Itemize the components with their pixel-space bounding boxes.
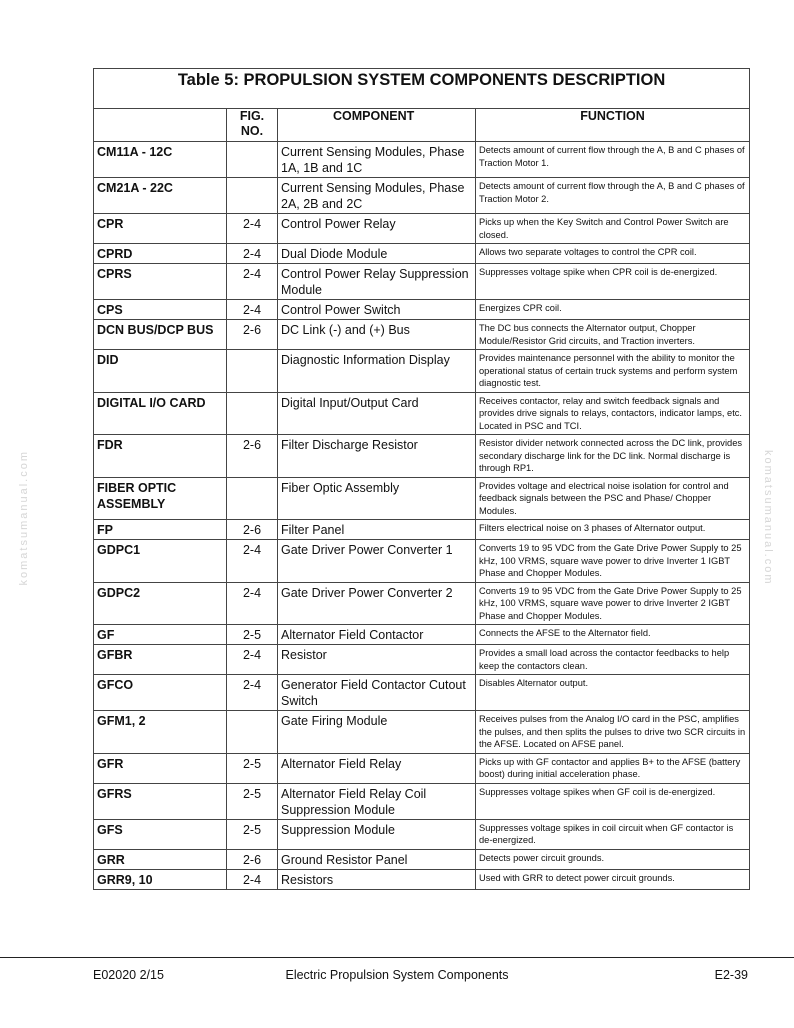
cell-code: CPS	[94, 300, 227, 320]
cell-component: Filter Panel	[278, 520, 476, 540]
table-row	[94, 540, 750, 583]
cell-function: Detects power circuit grounds.	[476, 849, 750, 869]
cell-function: Connects the AFSE to the Alternator field.	[476, 625, 750, 645]
cell-component: Alternator Field Relay	[278, 753, 476, 783]
table-row	[94, 392, 750, 435]
watermark-right: komatsumanual.com	[762, 450, 774, 586]
cell-component: Control Power Relay	[278, 214, 476, 244]
cell-code: GFBR	[94, 645, 227, 675]
cell-component: Control Power Relay Suppression Module	[278, 264, 476, 300]
cell-component: Fiber Optic Assembly	[278, 477, 476, 520]
header-fig-no	[227, 109, 278, 142]
cell-fig-no: 2-5	[227, 625, 278, 645]
cell-code: GF	[94, 625, 227, 645]
cell-component: Current Sensing Modules, Phase 2A, 2B and 2C	[278, 178, 476, 214]
footer-section-title: Electric Propulsion System Components	[285, 968, 509, 982]
cell-component: Ground Resistor Panel	[278, 849, 476, 869]
cell-code: CPRS	[94, 264, 227, 300]
cell-fig-no: 2-6	[227, 520, 278, 540]
cell-function: Provides voltage and electrical noise isolation for control and feedback signals between the PSC and Phase/ Chopper Modules.	[476, 477, 750, 520]
table-row	[94, 477, 750, 520]
table-row	[94, 753, 750, 783]
cell-function: Converts 19 to 95 VDC from the Gate Drive Power Supply to 25 kHz, 100 VRMS, square wave power to drive Inverter 1 IGBT Phase and Chopper Modules.	[476, 540, 750, 583]
header-fig-line2: NO.	[240, 124, 264, 138]
components-table	[93, 68, 750, 890]
table-body	[94, 142, 750, 890]
cell-component: Control Power Switch	[278, 300, 476, 320]
cell-function: Provides maintenance personnel with the ability to monitor the operational status of certain truck systems and perform system diagnostic test.	[476, 350, 750, 393]
cell-component: Alternator Field Relay Coil Suppression Module	[278, 783, 476, 819]
cell-fig-no: 2-4	[227, 675, 278, 711]
cell-function: Suppresses voltage spike when CPR coil is de-energized.	[476, 264, 750, 300]
cell-function: Resistor divider network connected across the DC link, provides secondary discharge link for the DC link. Normal discharge is through RP1.	[476, 435, 750, 478]
cell-code: GFM1, 2	[94, 711, 227, 754]
cell-fig-no	[227, 178, 278, 214]
cell-code: GDPC2	[94, 582, 227, 625]
cell-code: GDPC1	[94, 540, 227, 583]
cell-function: Picks up with GF contactor and applies B+ to the AFSE (battery boost) during initial acceleration phase.	[476, 753, 750, 783]
cell-fig-no	[227, 711, 278, 754]
table-row	[94, 435, 750, 478]
table-row	[94, 645, 750, 675]
table-row	[94, 214, 750, 244]
cell-function: Suppresses voltage spikes when GF coil is de-energized.	[476, 783, 750, 819]
cell-code: DID	[94, 350, 227, 393]
table-row	[94, 244, 750, 264]
cell-fig-no: 2-6	[227, 435, 278, 478]
header-code	[94, 109, 227, 142]
table-row	[94, 783, 750, 819]
cell-function: Receives contactor, relay and switch feedback signals and provides drive signals to relays, contactors, indicator lamps, etc. Located in PSC and TCI.	[476, 392, 750, 435]
cell-component: Gate Driver Power Converter 2	[278, 582, 476, 625]
cell-component: Gate Driver Power Converter 1	[278, 540, 476, 583]
cell-fig-no: 2-4	[227, 214, 278, 244]
cell-code: CPRD	[94, 244, 227, 264]
cell-fig-no	[227, 392, 278, 435]
cell-component: Resistors	[278, 869, 476, 889]
footer-doc-id: E02020 2/15	[93, 968, 164, 982]
cell-fig-no	[227, 142, 278, 178]
cell-fig-no	[227, 350, 278, 393]
cell-component: Dual Diode Module	[278, 244, 476, 264]
table-row	[94, 264, 750, 300]
table-row	[94, 520, 750, 540]
table-row	[94, 320, 750, 350]
cell-code: CPR	[94, 214, 227, 244]
cell-fig-no: 2-6	[227, 320, 278, 350]
cell-fig-no: 2-4	[227, 264, 278, 300]
cell-code: GFR	[94, 753, 227, 783]
cell-fig-no: 2-4	[227, 540, 278, 583]
cell-component: Generator Field Contactor Cutout Switch	[278, 675, 476, 711]
cell-fig-no: 2-5	[227, 753, 278, 783]
cell-fig-no	[227, 477, 278, 520]
cell-function: Filters electrical noise on 3 phases of Alternator output.	[476, 520, 750, 540]
cell-function: Allows two separate voltages to control the CPR coil.	[476, 244, 750, 264]
cell-function: Picks up when the Key Switch and Control Power Switch are closed.	[476, 214, 750, 244]
cell-fig-no: 2-4	[227, 869, 278, 889]
table-header-row	[94, 109, 750, 142]
table-row	[94, 142, 750, 178]
cell-fig-no: 2-4	[227, 582, 278, 625]
cell-component: Resistor	[278, 645, 476, 675]
cell-component: Alternator Field Contactor	[278, 625, 476, 645]
cell-function: Receives pulses from the Analog I/O card in the PSC, amplifies the pulses, and then splits the pulses to drive two SCR circuits in the AFSE. Located on AFSE panel.	[476, 711, 750, 754]
cell-code: GFRS	[94, 783, 227, 819]
table-row	[94, 178, 750, 214]
cell-fig-no: 2-5	[227, 819, 278, 849]
cell-code: FDR	[94, 435, 227, 478]
cell-fig-no: 2-4	[227, 244, 278, 264]
table-title	[94, 69, 750, 109]
table-row	[94, 819, 750, 849]
cell-code: FIBER OPTIC ASSEMBLY	[94, 477, 227, 520]
footer-page-number: E2-39	[714, 968, 748, 982]
cell-code: CM11A - 12C	[94, 142, 227, 178]
table-title-text: Table 5: PROPULSION SYSTEM COMPONENTS DESCRIPTION	[177, 71, 666, 89]
cell-code: GFS	[94, 819, 227, 849]
cell-function: Provides a small load across the contactor feedbacks to help keep the contactors clean.	[476, 645, 750, 675]
cell-function: Detects amount of current flow through the A, B and C phases of Traction Motor 1.	[476, 142, 750, 178]
cell-fig-no: 2-5	[227, 783, 278, 819]
cell-component: Filter Discharge Resistor	[278, 435, 476, 478]
footer-divider	[0, 957, 794, 958]
table-row	[94, 300, 750, 320]
cell-code: GRR	[94, 849, 227, 869]
cell-function: Energizes CPR coil.	[476, 300, 750, 320]
table-row	[94, 711, 750, 754]
header-function: FUNCTION	[476, 109, 750, 142]
table-row	[94, 350, 750, 393]
table-row	[94, 675, 750, 711]
cell-component: Suppression Module	[278, 819, 476, 849]
table-row	[94, 582, 750, 625]
header-component: COMPONENT	[278, 109, 476, 142]
header-fig-line1: FIG.	[239, 109, 265, 123]
cell-code: CM21A - 22C	[94, 178, 227, 214]
cell-function: Used with GRR to detect power circuit grounds.	[476, 869, 750, 889]
table-row	[94, 869, 750, 889]
cell-component: Current Sensing Modules, Phase 1A, 1B and 1C	[278, 142, 476, 178]
cell-code: DIGITAL I/O CARD	[94, 392, 227, 435]
cell-function: Detects amount of current flow through the A, B and C phases of Traction Motor 2.	[476, 178, 750, 214]
cell-component: DC Link (-) and (+) Bus	[278, 320, 476, 350]
cell-code: FP	[94, 520, 227, 540]
cell-fig-no: 2-6	[227, 849, 278, 869]
cell-component: Digital Input/Output Card	[278, 392, 476, 435]
watermark-left: komatsumanual.com	[18, 450, 30, 586]
cell-function: Converts 19 to 95 VDC from the Gate Drive Power Supply to 25 kHz, 100 VRMS, square wave power to drive Inverter 2 IGBT Phase and Chopper Modules.	[476, 582, 750, 625]
cell-function: Suppresses voltage spikes in coil circuit when GF contactor is de-energized.	[476, 819, 750, 849]
cell-component: Diagnostic Information Display	[278, 350, 476, 393]
table-row	[94, 849, 750, 869]
cell-fig-no: 2-4	[227, 300, 278, 320]
cell-component: Gate Firing Module	[278, 711, 476, 754]
cell-code: GFCO	[94, 675, 227, 711]
table-row	[94, 625, 750, 645]
cell-function: The DC bus connects the Alternator output, Chopper Module/Resistor Grid circuits, and Traction inverters.	[476, 320, 750, 350]
cell-fig-no: 2-4	[227, 645, 278, 675]
cell-code: DCN BUS/DCP BUS	[94, 320, 227, 350]
cell-function: Disables Alternator output.	[476, 675, 750, 711]
cell-code: GRR9, 10	[94, 869, 227, 889]
